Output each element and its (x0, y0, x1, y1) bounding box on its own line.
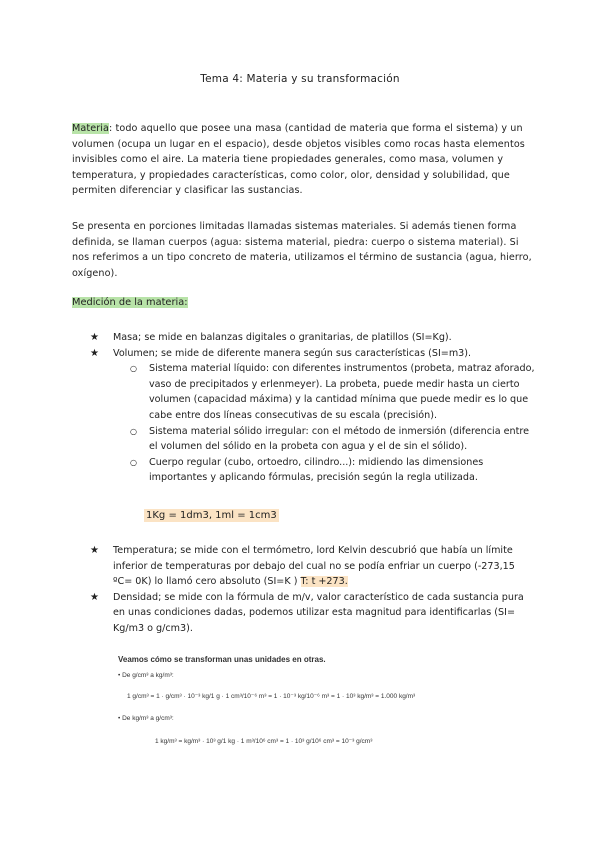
section-title: Medición de la materia: (72, 297, 188, 308)
circle-bullet-icon: ○ (130, 426, 137, 436)
figure-case-1: • De g/cm³ a kg/m³: (118, 672, 174, 679)
circle-bullet-icon: ○ (130, 457, 137, 467)
sub-bullet-liquido (90, 361, 535, 423)
bullet-temperatura (90, 543, 535, 590)
star-bullet-icon: ★ (90, 332, 99, 343)
bullet-masa-text: Masa; se mide en balanzas digitales o granitarias, de platillos (SI=Kg). (113, 332, 452, 343)
bullet-densidad (90, 590, 535, 637)
term-materia: Materia (72, 123, 110, 134)
conversion-note: 1Kg = 1dm3, 1ml = 1cm3 (146, 510, 277, 521)
bullet-volumen (90, 346, 535, 362)
intro-text: : todo aquello que posee una masa (cantidad de materia que forma el sistema) y un volumen (ocupa un lugar en el espacio), desde objetos visibles como rocas hasta elementos invisibles como el aire. La materia tiene propiedades generales, como masa, volumen y temperatura, y propiedades características, como color, olor, densidad y solubilidad, que permiten diferenciar y clasificar las sustancias. (72, 123, 525, 197)
temperatura-formula: T: t +273. (300, 576, 348, 588)
paragraph-sistemas: Se presenta en porciones limitadas llamadas sistemas materiales. Si además tienen forma definida, se llaman cuerpos (agua: sistema material, piedra: cuerpo o sistema material). Si nos referimos a un tipo concreto de materia, utilizamos el término de sustancia (agua, hierro, oxígeno). (72, 221, 532, 279)
star-bullet-icon: ★ (90, 545, 99, 556)
unit-conversion-figure (115, 655, 416, 755)
figure-heading: Veamos cómo se transforman unas unidades en otras. (118, 655, 326, 664)
bullet-list-2 (90, 543, 535, 637)
page-title: Tema 4: Materia y su transformación (200, 73, 400, 85)
sub-bullet-text: Sistema material líquido: con diferentes instrumentos (probeta, matraz aforado, vaso de precipitados y erlenmeyer). La probeta, puede medir hasta un cierto volumen (capacidad máxima) y la cantidad mínima que puede medir es lo que cabe entre dos líneas consecutivas de su escala (precisión). (149, 363, 535, 421)
bullet-list (90, 330, 535, 486)
sub-bullet-regular (90, 455, 535, 486)
bullet-temperatura-text: Temperatura; se mide con el termómetro, lord Kelvin descubrió que había un límite inferior de temperaturas por debajo del cual no se podía enfriar un cuerpo (-273,15 ºC= 0K) lo llamó cero absoluto (SI=K ) (113, 545, 515, 588)
figure-case-2: • De kg/m³ a g/cm³: (118, 715, 174, 722)
equation-2: 1 kg/m³ = kg/m³ · 10³ g/1 kg · 1 m³/10⁶ cm³ = 1 · 10³ g/10⁶ cm³ = 10⁻³ g/cm³ (155, 738, 373, 745)
star-bullet-icon: ★ (90, 591, 99, 603)
sub-bullet-text: Cuerpo regular (cubo, ortoedro, cilindro...): midiendo las dimensiones importantes y aplicando fórmulas, precisión según la regla utilizada. (149, 456, 484, 484)
circle-bullet-icon: ○ (130, 364, 137, 374)
bullet-masa (90, 330, 535, 346)
equation-1: 1 g/cm³ = 1 · g/cm³ · 10⁻³ kg/1 g · 1 cm³/10⁻⁶ m³ = 1 · 10⁻³ kg/10⁻⁶ m³ = 1 · 10³ kg/m³ = 1.000 kg/m³ (127, 693, 416, 700)
intro-paragraph (72, 121, 532, 199)
bullet-densidad-text: Densidad; se mide con la fórmula de m/v, valor característico de cada sustancia pura en unas condiciones dadas, podemos utilizar esta magnitud para identificarlas (SI= Kg/m3 o g/cm3). (113, 591, 524, 634)
bullet-volumen-text: Volumen; se mide de diferente manera según sus características (SI=m3). (113, 347, 472, 359)
sub-bullet-solido (90, 424, 535, 455)
sub-bullet-text: Sistema material sólido irregular: con el método de inmersión (diferencia entre el volumen del sólido en la probeta con agua y el de sin el sólido). (149, 425, 530, 453)
star-bullet-icon: ★ (90, 347, 99, 359)
